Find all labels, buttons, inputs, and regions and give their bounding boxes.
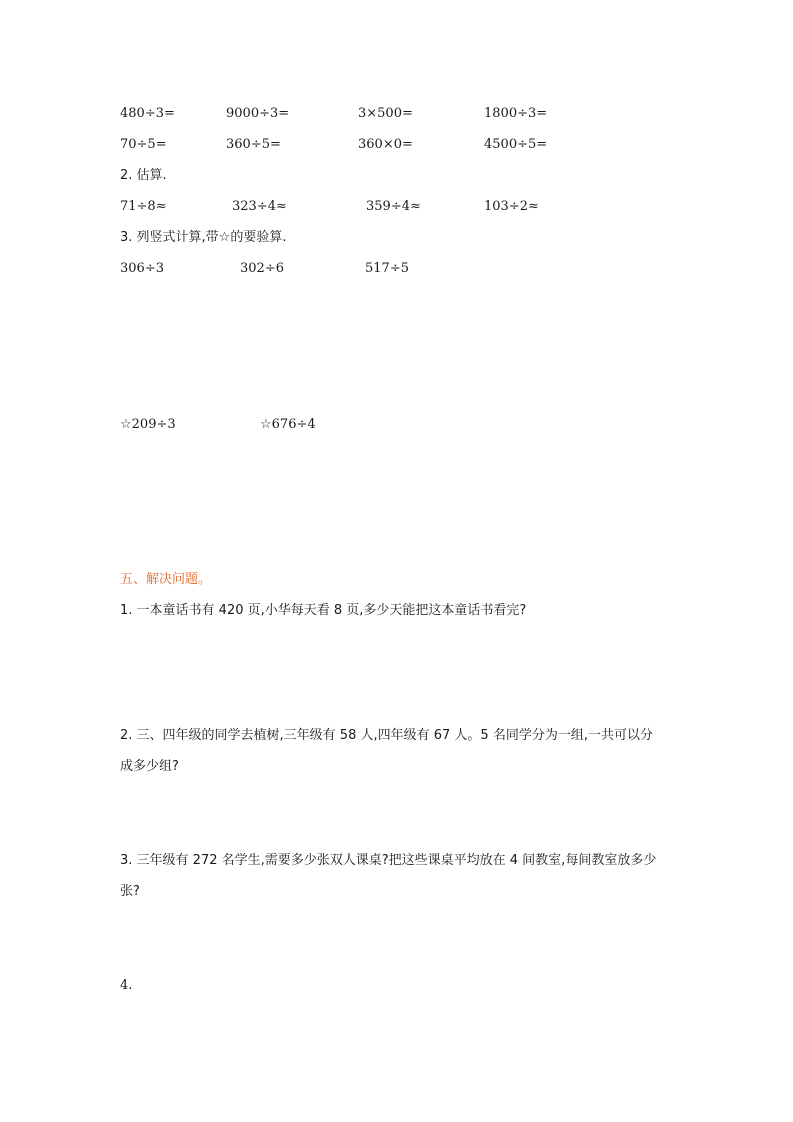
vertical-item-1: 306÷3 [120, 261, 164, 276]
question-2-line-1: 2. 三、四年级的同学去植树,三年级有 58 人,四年级有 67 人。5 名同学分为一组,一共可以分 [120, 728, 653, 743]
estimate-item-3: 359÷4≈ [366, 199, 421, 214]
question-1: 1. 一本童话书有 420 页,小华每天看 8 页,多少天能把这本童话书看完? [120, 603, 527, 618]
vertical-item-4: ☆209÷3 [120, 417, 176, 432]
question-3-line-1: 3. 三年级有 272 名学生,需要多少张双人课桌?把这些课桌平均放在 4 间教室,每间教室放多少 [120, 853, 657, 868]
oral-calc-4: 1800÷3= [484, 106, 548, 121]
oral-calc-8: 4500÷5= [484, 137, 548, 152]
vertical-item-2: 302÷6 [240, 261, 284, 276]
oral-calc-7: 360×0= [358, 137, 413, 152]
vertical-item-5: ☆676÷4 [260, 417, 316, 432]
oral-calc-2: 9000÷3= [226, 106, 290, 121]
oral-calc-5: 70÷5= [120, 137, 167, 152]
vertical-item-3: 517÷5 [365, 261, 409, 276]
oral-calc-6: 360÷5= [226, 137, 281, 152]
section-title: 五、解决问题。 [120, 572, 212, 587]
question-4: 4. [120, 978, 133, 993]
estimate-item-4: 103÷2≈ [484, 199, 539, 214]
vertical-heading: 3. 列竖式计算,带☆的要验算. [120, 230, 287, 245]
estimate-heading: 2. 估算. [120, 168, 167, 183]
estimate-item-1: 71÷8≈ [120, 199, 167, 214]
question-2-line-2: 成多少组? [120, 759, 179, 774]
question-3-line-2: 张? [120, 884, 140, 899]
oral-calc-1: 480÷3= [120, 106, 175, 121]
oral-calc-3: 3×500= [358, 106, 413, 121]
estimate-item-2: 323÷4≈ [232, 199, 287, 214]
